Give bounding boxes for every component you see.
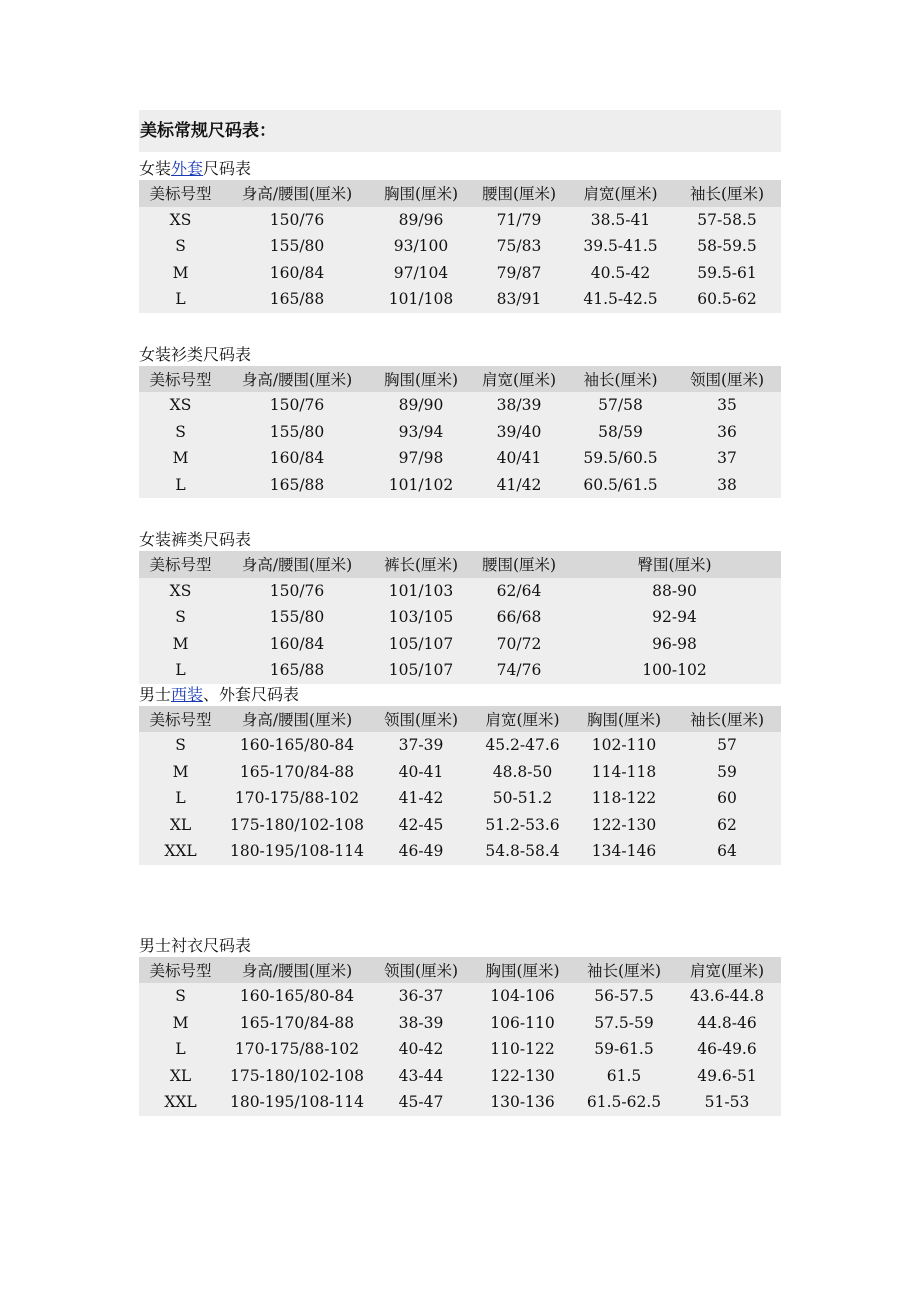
column-header: 袖长(厘米) [575,957,673,984]
table-cell: 150/76 [222,207,372,234]
table-cell: 175-180/102-108 [222,812,372,839]
table-row [139,472,781,499]
table-cell: 88-90 [568,578,781,605]
table-cell: 160/84 [222,631,372,658]
table-cell: 83/91 [470,286,568,313]
table-cell: M [139,445,222,472]
table-cell: 165/88 [222,286,372,313]
caption-link[interactable]: 西装 [171,684,204,704]
size-chart-sections [139,158,781,1116]
caption-text: 男士 [139,684,172,704]
table-header-row [139,706,781,733]
table-cell: 64 [673,838,781,865]
table-cell: 114-118 [575,759,673,786]
section-caption [139,935,781,957]
table-cell: L [139,472,222,499]
table-cell: 165-170/84-88 [222,759,372,786]
table-cell: 155/80 [222,419,372,446]
table-row [139,286,781,313]
size-chart-section [139,684,781,865]
table-cell: L [139,1036,222,1063]
table-cell: XXL [139,1089,222,1116]
table-cell: 38/39 [470,392,568,419]
table-cell: 46-49 [372,838,470,865]
size-table [139,957,781,1116]
table-row [139,233,781,260]
table-cell: 150/76 [222,578,372,605]
table-cell: 48.8-50 [470,759,575,786]
table-cell: 160/84 [222,260,372,287]
table-cell: 61.5 [575,1063,673,1090]
column-header: 腰围(厘米) [470,551,568,578]
table-cell: 175-180/102-108 [222,1063,372,1090]
table-cell: 58-59.5 [673,233,781,260]
document-title: 美标常规尺码表： [139,110,781,152]
table-cell: 102-110 [575,732,673,759]
column-header: 袖长(厘米) [673,706,781,733]
table-cell: 54.8-58.4 [470,838,575,865]
column-header: 臀围(厘米) [568,551,781,578]
table-cell: M [139,631,222,658]
column-header: 美标号型 [139,706,222,733]
column-header: 领围(厘米) [372,957,470,984]
section-caption [139,344,781,366]
column-header: 美标号型 [139,551,222,578]
caption-text: 女装裤类尺码表 [139,530,252,549]
column-header: 身高/腰围(厘米) [222,551,372,578]
table-cell: 58/59 [568,419,673,446]
size-table [139,366,781,499]
column-header: 领围(厘米) [673,366,781,393]
table-cell: S [139,233,222,260]
table-cell: M [139,260,222,287]
table-cell: 37 [673,445,781,472]
table-row [139,838,781,865]
table-cell: 100-102 [568,657,781,684]
column-header: 腰围(厘米) [470,180,568,207]
table-cell: XS [139,392,222,419]
table-cell: 89/90 [372,392,470,419]
table-cell: 170-175/88-102 [222,785,372,812]
column-header: 胸围(厘米) [372,180,470,207]
table-cell: 49.6-51 [673,1063,781,1090]
table-cell: 41-42 [372,785,470,812]
column-header: 身高/腰围(厘米) [222,957,372,984]
size-chart-section [139,158,781,313]
column-header: 身高/腰围(厘米) [222,180,372,207]
table-cell: 66/68 [470,604,568,631]
table-cell: 36 [673,419,781,446]
table-cell: 92-94 [568,604,781,631]
section-caption [139,529,781,551]
table-cell: L [139,657,222,684]
caption-link[interactable]: 外套 [171,159,204,178]
table-cell: 43-44 [372,1063,470,1090]
table-cell: 105/107 [372,631,470,658]
table-row [139,983,781,1010]
table-cell: 62 [673,812,781,839]
table-cell: 57/58 [568,392,673,419]
table-cell: 57.5-59 [575,1010,673,1037]
table-row [139,1036,781,1063]
table-cell: L [139,785,222,812]
table-row [139,785,781,812]
table-cell: 101/102 [372,472,470,499]
table-cell: 74/76 [470,657,568,684]
table-row [139,631,781,658]
table-cell: 180-195/108-114 [222,1089,372,1116]
column-header: 裤长(厘米) [372,551,470,578]
table-row [139,207,781,234]
table-header-row [139,551,781,578]
table-cell: 36-37 [372,983,470,1010]
caption-text: 女装衫类尺码表 [139,344,252,364]
table-cell: 106-110 [470,1010,575,1037]
document [139,110,781,1116]
column-header: 肩宽(厘米) [673,957,781,984]
table-cell: 101/108 [372,286,470,313]
table-cell: 97/104 [372,260,470,287]
column-header: 身高/腰围(厘米) [222,366,372,393]
column-header: 肩宽(厘米) [470,366,568,393]
column-header: 身高/腰围(厘米) [222,706,372,733]
table-row [139,657,781,684]
size-chart-section [139,344,781,499]
section-caption [139,684,781,706]
table-cell: 60.5-62 [673,286,781,313]
table-cell: 79/87 [470,260,568,287]
table-cell: 38 [673,472,781,499]
table-cell: 35 [673,392,781,419]
table-cell: 70/72 [470,631,568,658]
table-row [139,260,781,287]
table-cell: 103/105 [372,604,470,631]
table-cell: 165/88 [222,472,372,499]
table-cell: 89/96 [372,207,470,234]
table-cell: XXL [139,838,222,865]
size-table [139,180,781,313]
column-header: 领围(厘米) [372,706,470,733]
table-cell: 93/94 [372,419,470,446]
size-table [139,706,781,865]
column-header: 肩宽(厘米) [470,706,575,733]
table-cell: S [139,983,222,1010]
table-cell: 46-49.6 [673,1036,781,1063]
table-cell: 44.8-46 [673,1010,781,1037]
size-chart-section [139,935,781,1116]
table-cell: S [139,732,222,759]
table-cell: 155/80 [222,233,372,260]
table-cell: 101/103 [372,578,470,605]
table-cell: 96-98 [568,631,781,658]
table-row [139,604,781,631]
table-cell: 170-175/88-102 [222,1036,372,1063]
table-cell: 60.5/61.5 [568,472,673,499]
table-cell: 62/64 [470,578,568,605]
table-cell: 97/98 [372,445,470,472]
table-cell: 41/42 [470,472,568,499]
table-row [139,759,781,786]
table-cell: 160/84 [222,445,372,472]
table-row [139,419,781,446]
table-header-row [139,366,781,393]
table-cell: M [139,1010,222,1037]
table-cell: 165-170/84-88 [222,1010,372,1037]
table-cell: 50-51.2 [470,785,575,812]
table-cell: 45-47 [372,1089,470,1116]
caption-text: 男士衬衣尺码表 [139,935,252,955]
table-cell: 105/107 [372,657,470,684]
table-cell: 45.2-47.6 [470,732,575,759]
table-cell: XS [139,207,222,234]
table-row [139,445,781,472]
column-header: 胸围(厘米) [372,366,470,393]
table-cell: 59.5/60.5 [568,445,673,472]
table-cell: 118-122 [575,785,673,812]
table-cell: XL [139,1063,222,1090]
table-header-row [139,957,781,984]
size-table [139,551,781,684]
caption-text: 、外套尺码表 [203,684,300,704]
caption-text: 女装 [139,159,172,178]
table-header-row [139,180,781,207]
table-cell: S [139,419,222,446]
table-cell: 61.5-62.5 [575,1089,673,1116]
section-caption [139,158,781,180]
table-row [139,732,781,759]
column-header: 美标号型 [139,366,222,393]
table-cell: 71/79 [470,207,568,234]
column-header: 袖长(厘米) [568,366,673,393]
table-cell: 38.5-41 [568,207,673,234]
table-cell: 104-106 [470,983,575,1010]
table-cell: 160-165/80-84 [222,732,372,759]
table-cell: 57-58.5 [673,207,781,234]
table-cell: 37-39 [372,732,470,759]
table-cell: 59.5-61 [673,260,781,287]
table-cell: 59-61.5 [575,1036,673,1063]
table-cell: 41.5-42.5 [568,286,673,313]
table-cell: 51-53 [673,1089,781,1116]
column-header: 胸围(厘米) [575,706,673,733]
table-cell: 42-45 [372,812,470,839]
table-cell: 40-41 [372,759,470,786]
table-row [139,1063,781,1090]
table-row [139,392,781,419]
table-cell: 39/40 [470,419,568,446]
column-header: 袖长(厘米) [673,180,781,207]
table-row [139,1089,781,1116]
table-cell: 38-39 [372,1010,470,1037]
column-header: 美标号型 [139,180,222,207]
table-cell: 155/80 [222,604,372,631]
table-row [139,578,781,605]
column-header: 胸围(厘米) [470,957,575,984]
table-cell: 40-42 [372,1036,470,1063]
table-cell: 165/88 [222,657,372,684]
table-cell: 150/76 [222,392,372,419]
table-cell: 60 [673,785,781,812]
table-cell: XL [139,812,222,839]
table-cell: 93/100 [372,233,470,260]
table-cell: 134-146 [575,838,673,865]
table-cell: 160-165/80-84 [222,983,372,1010]
table-cell: 59 [673,759,781,786]
table-cell: 75/83 [470,233,568,260]
table-cell: 122-130 [575,812,673,839]
table-cell: 130-136 [470,1089,575,1116]
table-cell: 57 [673,732,781,759]
table-cell: 43.6-44.8 [673,983,781,1010]
table-row [139,1010,781,1037]
column-header: 美标号型 [139,957,222,984]
table-cell: 40.5-42 [568,260,673,287]
caption-text: 尺码表 [203,159,252,178]
table-cell: S [139,604,222,631]
table-cell: 110-122 [470,1036,575,1063]
table-cell: XS [139,578,222,605]
table-cell: 40/41 [470,445,568,472]
table-cell: 122-130 [470,1063,575,1090]
table-cell: L [139,286,222,313]
table-cell: 180-195/108-114 [222,838,372,865]
table-cell: M [139,759,222,786]
column-header: 肩宽(厘米) [568,180,673,207]
table-cell: 51.2-53.6 [470,812,575,839]
size-chart-section [139,529,781,684]
table-cell: 39.5-41.5 [568,233,673,260]
table-cell: 56-57.5 [575,983,673,1010]
table-row [139,812,781,839]
